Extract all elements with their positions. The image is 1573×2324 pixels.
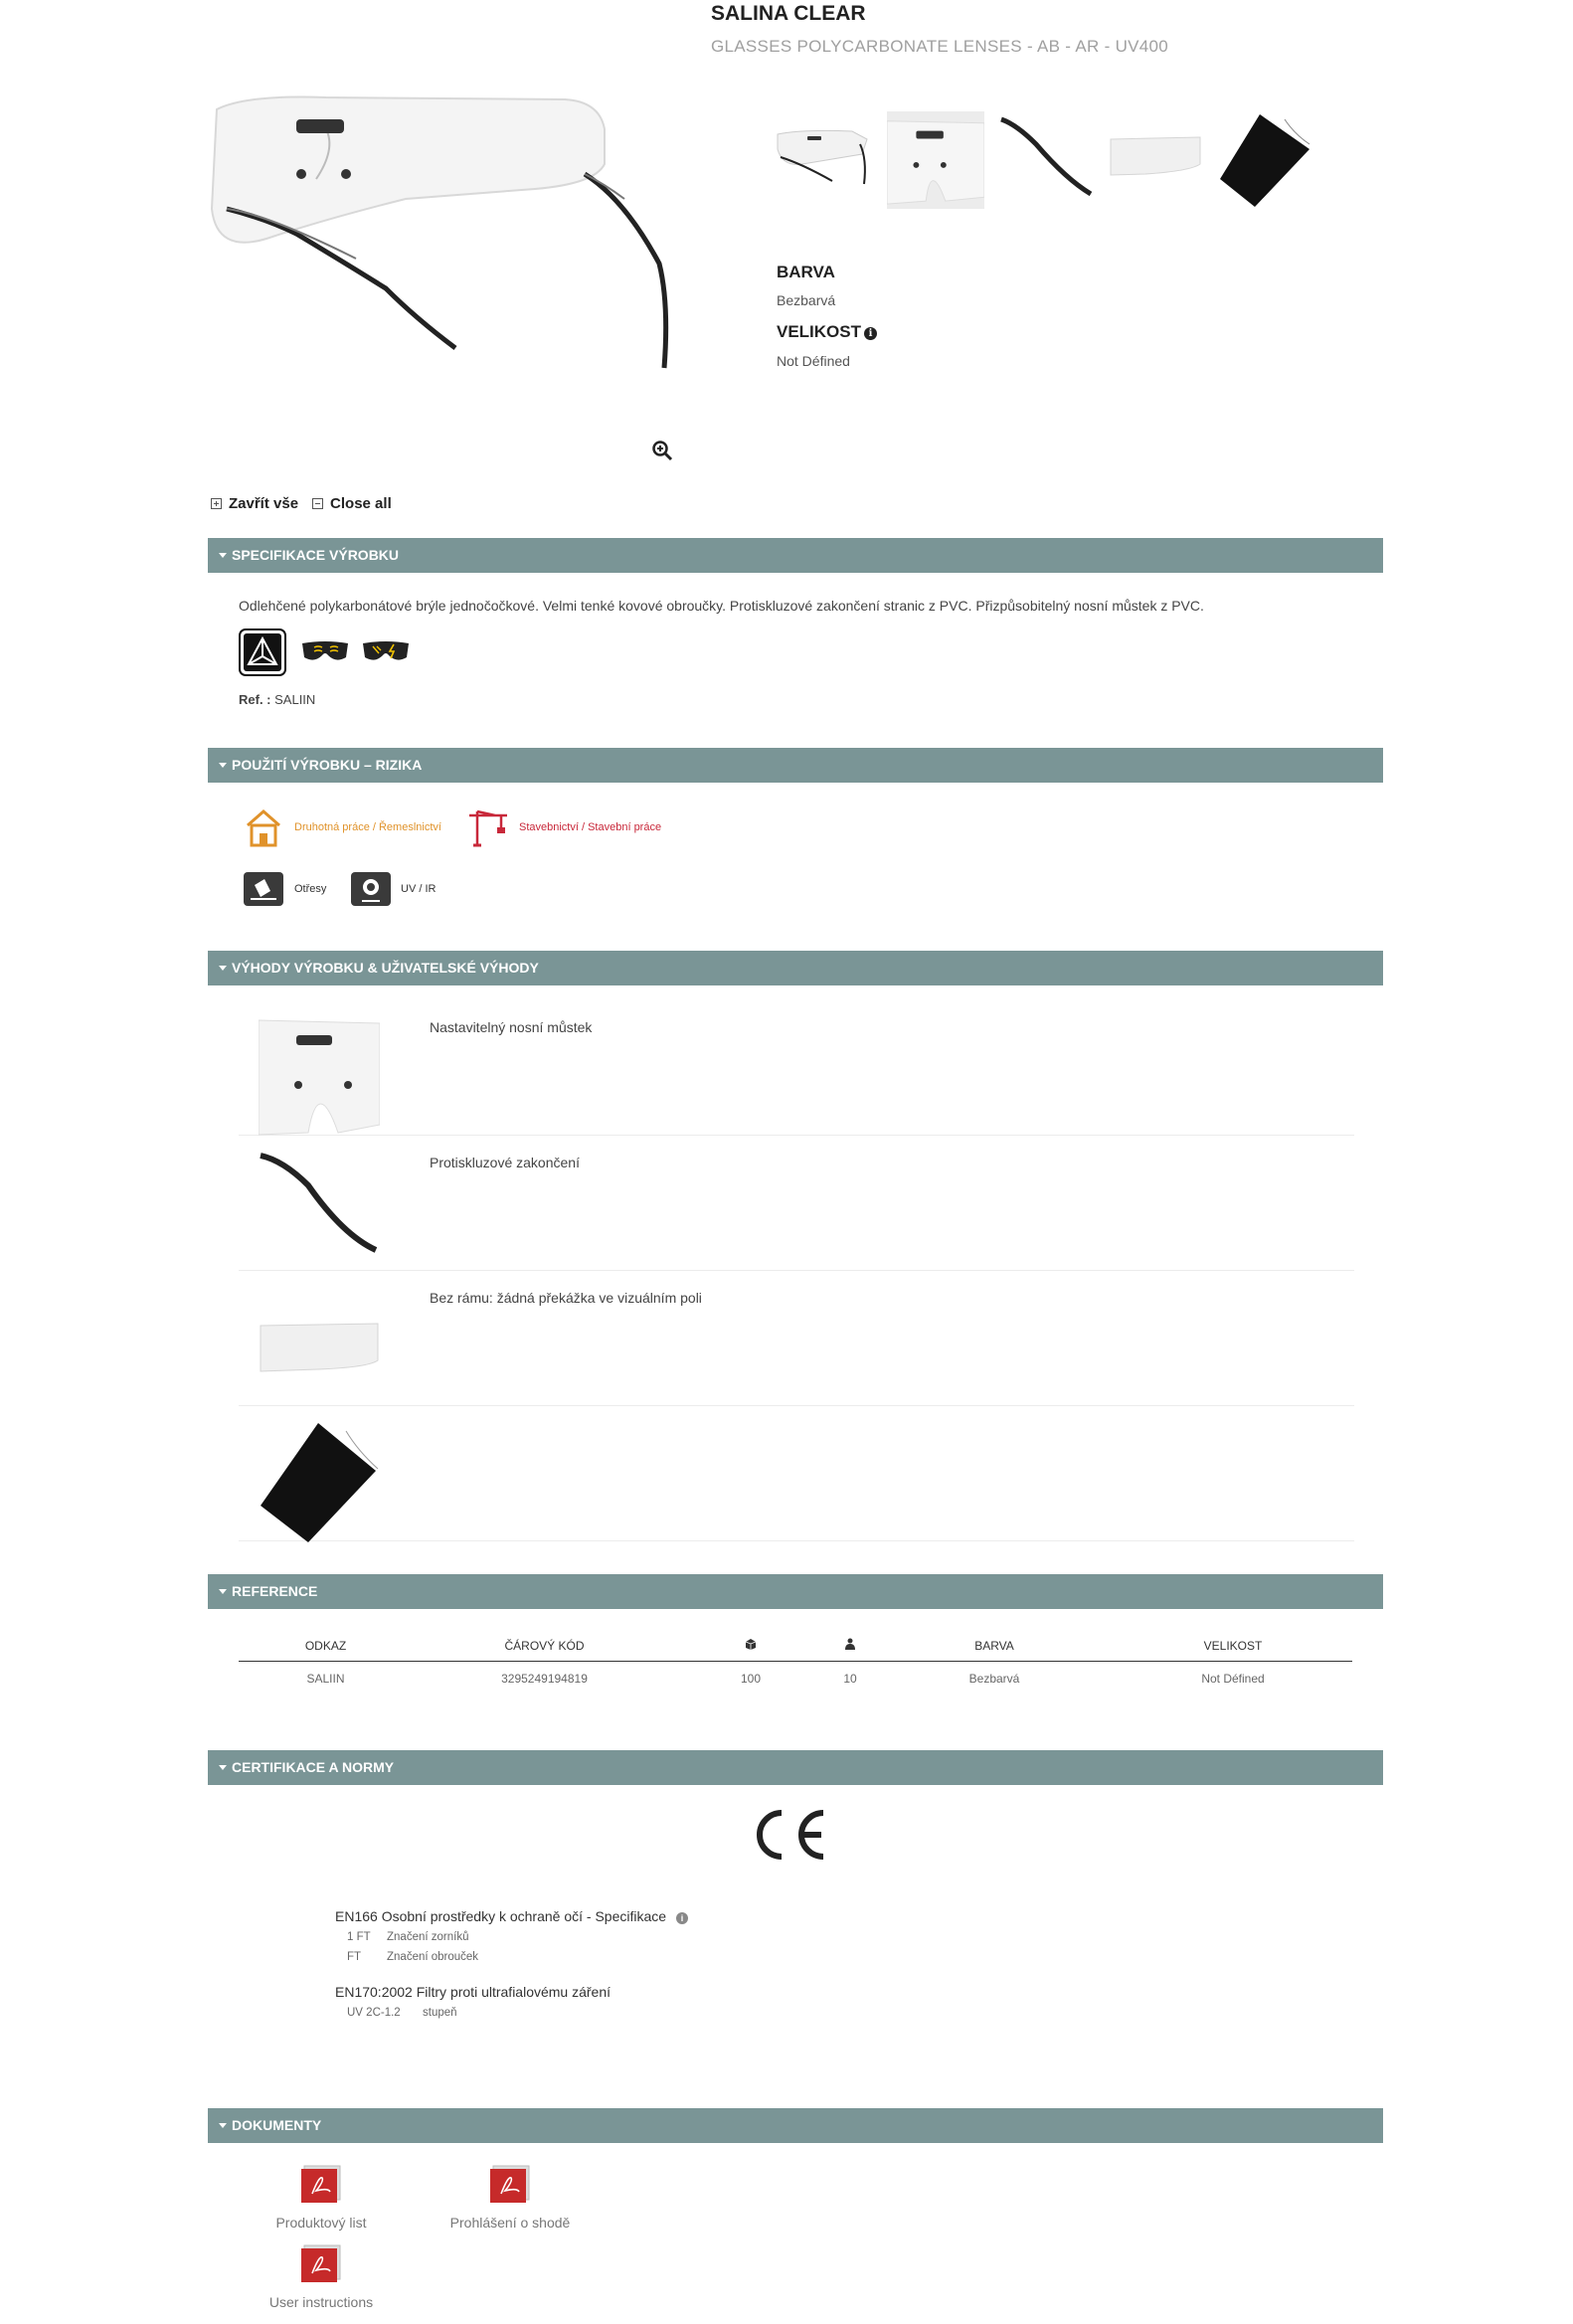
document-product-sheet[interactable] — [242, 2164, 401, 2231]
thumbnail-pouch[interactable] — [1215, 109, 1314, 209]
norm-code: FT — [347, 1951, 362, 1963]
close-all-button[interactable]: Close all — [330, 495, 392, 512]
document-user-instructions[interactable] — [242, 2243, 401, 2310]
benefit-temple-image — [259, 1151, 380, 1272]
reference-table — [239, 1631, 1352, 1697]
pdf-icon — [298, 2164, 344, 2204]
section-documents-header[interactable] — [208, 2108, 1383, 2143]
cell-ref: SALIIN — [306, 1672, 345, 1687]
norm-en166-title — [335, 1908, 688, 1924]
table-row[interactable] — [239, 1661, 1352, 1697]
construction-crane-icon — [465, 807, 509, 847]
ref-label: Ref. : — [239, 692, 271, 707]
column-header: ODKAZ — [239, 1631, 413, 1661]
product-subtitle: GLASSES POLYCARBONATE LENSES - AB - AR - UV400 — [711, 37, 1169, 56]
document-label: Produktový list — [275, 2215, 367, 2231]
norm-code: 1 FT — [347, 1931, 371, 1943]
caret-down-icon — [219, 966, 227, 971]
norm-row — [347, 2007, 457, 2019]
pdf-icon — [487, 2164, 533, 2204]
section-certification-title: CERTIFIKACE A NORMY — [232, 1759, 395, 1775]
table-header-row — [239, 1631, 1352, 1661]
uv-ir-risk-icon — [350, 871, 392, 907]
expand-icon[interactable] — [211, 498, 222, 509]
benefit-text: Nastavitelný nosní můstek — [430, 1019, 593, 1035]
usage-area-construction: Stavebnictví / Stavební práce — [519, 821, 662, 833]
cell-size: Not Défined — [1201, 1672, 1265, 1687]
craft-house-icon — [244, 807, 283, 847]
benefit-nose-bridge-image — [259, 1015, 380, 1137]
section-certification-header[interactable] — [208, 1750, 1383, 1785]
thumbnail-glasses-front[interactable] — [773, 109, 872, 209]
product-title: SALINA CLEAR — [711, 2, 866, 25]
risk-impact: Otřesy — [294, 883, 327, 895]
norm-row — [347, 1931, 468, 1943]
collapse-icon[interactable] — [312, 498, 323, 509]
section-benefits-header[interactable] — [208, 951, 1383, 985]
impact-risk-icon — [243, 871, 284, 907]
thumbnail-nose-bridge[interactable] — [887, 111, 984, 209]
cell-barcode: 3295249194819 — [501, 1672, 588, 1687]
section-spec-header[interactable] — [208, 538, 1383, 573]
column-header: ČÁROVÝ KÓD — [413, 1631, 676, 1661]
usage-area-craft: Druhotná práce / Řemeslnictví — [294, 821, 441, 833]
section-usage-title: POUŽITÍ VÝROBKU – RIZIKA — [232, 757, 423, 773]
benefit-row — [239, 1272, 1354, 1406]
cell-box-qty: 100 — [740, 1672, 762, 1687]
benefit-text: Protiskluzové zakončení — [430, 1155, 580, 1170]
norm-en170-title: EN170:2002 Filtry proti ultrafialovému záření — [335, 1984, 612, 2000]
norm-desc: Značení zorníků — [387, 1931, 469, 1943]
caret-down-icon — [219, 763, 227, 768]
cell-unit-qty: 10 — [843, 1672, 857, 1687]
thumbnail-lens[interactable] — [1106, 109, 1205, 209]
info-icon[interactable]: i — [676, 1912, 688, 1924]
column-header: BARVA — [875, 1631, 1114, 1661]
zoom-icon[interactable] — [651, 440, 673, 461]
delta-plus-logo-icon — [239, 628, 286, 676]
pdf-icon — [298, 2243, 344, 2283]
ce-mark-icon — [748, 1805, 827, 1865]
document-declaration[interactable] — [431, 2164, 590, 2231]
norm-row — [347, 1951, 478, 1963]
size-label-text: VELIKOST — [777, 322, 862, 341]
main-product-image[interactable] — [207, 89, 684, 378]
norm-code: UV 2C-1.2 — [347, 2007, 401, 2019]
color-label: BARVA — [777, 263, 835, 281]
anti-scratch-icon — [361, 639, 411, 663]
ref-line — [239, 692, 315, 707]
norm-title-text: EN166 Osobní prostředky k ochraně očí - Specifikace — [335, 1908, 667, 1924]
anti-fog-icon — [300, 639, 350, 663]
info-icon[interactable]: i — [864, 327, 877, 340]
benefit-row — [239, 1137, 1354, 1271]
norm-desc: Značení obrouček — [387, 1951, 479, 1963]
section-usage-header[interactable] — [208, 748, 1383, 783]
box-icon — [676, 1631, 825, 1661]
caret-down-icon — [219, 2123, 227, 2128]
caret-down-icon — [219, 1765, 227, 1770]
size-label — [777, 322, 877, 342]
benefit-text: Bez rámu: žádná překážka ve vizuálním poli — [430, 1290, 702, 1306]
person-icon — [825, 1631, 875, 1661]
norm-desc: stupeň — [423, 2007, 457, 2019]
column-header: VELIKOST — [1114, 1631, 1352, 1661]
caret-down-icon — [219, 553, 227, 558]
ref-value: SALIIN — [274, 692, 316, 707]
risk-uv-ir: UV / IR — [401, 883, 437, 895]
thumbnail-temple[interactable] — [996, 109, 1096, 209]
document-label: Prohlášení o shodě — [449, 2215, 571, 2231]
toggle-row — [211, 495, 392, 512]
expand-all-button[interactable]: Zavřít vše — [229, 495, 299, 512]
benefit-pouch-image — [259, 1421, 380, 1542]
section-documents-title: DOKUMENTY — [232, 2117, 322, 2133]
section-benefits-title: VÝHODY VÝROBKU & UŽIVATELSKÉ VÝHODY — [232, 960, 539, 976]
spec-description: Odlehčené polykarbonátové brýle jednočočkové. Velmi tenké kovové obroučky. Protiskluzové zakončení stranic z PVC. Přizpůsobitelný nosní můstek z PVC. — [239, 598, 1204, 614]
benefit-row — [239, 1407, 1354, 1541]
cell-color: Bezbarvá — [968, 1672, 1020, 1687]
section-reference-header[interactable] — [208, 1574, 1383, 1609]
caret-down-icon — [219, 1589, 227, 1594]
document-label: User instructions — [268, 2294, 374, 2310]
size-value: Not Défined — [777, 353, 850, 369]
benefit-rimless-image — [259, 1286, 380, 1407]
section-spec-title: SPECIFIKACE VÝROBKU — [232, 547, 400, 563]
color-value: Bezbarvá — [777, 292, 836, 308]
section-reference-title: REFERENCE — [232, 1583, 318, 1599]
benefit-row — [239, 1001, 1354, 1136]
